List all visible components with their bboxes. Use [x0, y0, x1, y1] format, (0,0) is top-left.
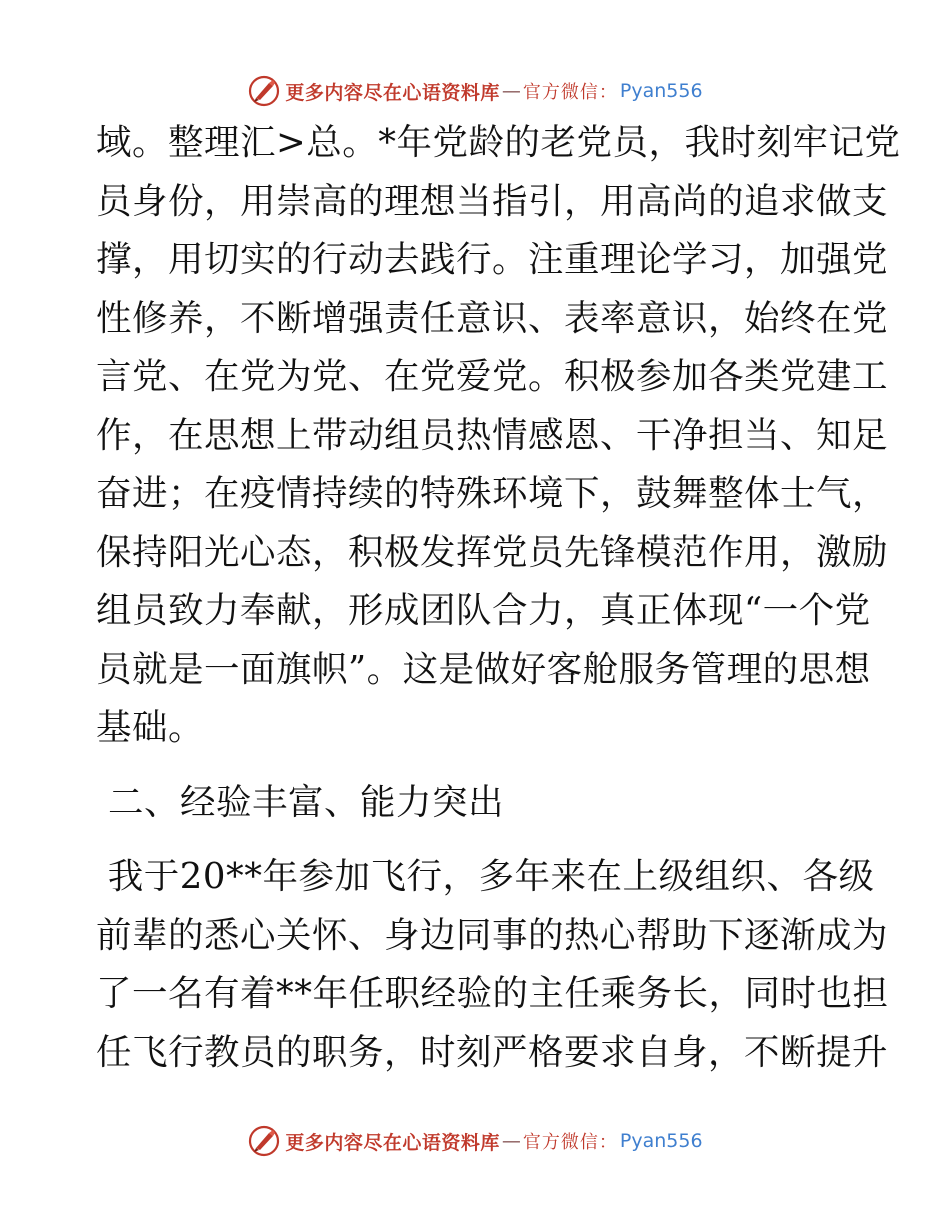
text-line: 员身份，用崇高的理想当指引，用高尚的追求做支: [96, 180, 889, 222]
text-line: 域。整理汇>总。*年党龄的老党员，我时刻牢记党: [96, 122, 901, 163]
text-line: 员就是一面旗帜”。这是做好客舱服务管理的思想: [96, 648, 871, 690]
watermark-dash: —: [501, 1130, 521, 1152]
text-line: 言党、在党为党、在党爱党。积极参加各类党建工: [96, 356, 889, 397]
section-heading: 二、经验丰富、能力突出: [108, 781, 505, 823]
watermark-main-text: 更多内容尽在心语资料库: [285, 1131, 500, 1154]
watermark-banner-top: [0, 71, 950, 111]
watermark-label: 官方微信：: [522, 82, 618, 103]
text-line: 奋进；在疫情持续的特殊环境下，鼓舞整体士气，: [96, 473, 889, 514]
watermark-dash: —: [501, 80, 521, 102]
quill-pen-logo-icon: [247, 74, 281, 108]
paragraph-party-member: [96, 114, 901, 758]
text-line: 组员致力奉献，形成团队合力，真正体现“一个党: [96, 590, 871, 631]
watermark-wechat-id: Pyan556: [619, 80, 703, 102]
watermark-wechat-id: Pyan556: [619, 1130, 703, 1152]
quill-pen-logo-icon: [247, 1124, 281, 1158]
paragraph-experience: [96, 848, 889, 1082]
text-line: 作，在思想上带动组员热情感恩、干净担当、知足: [96, 414, 889, 456]
watermark-banner-bottom: [0, 1121, 950, 1161]
document-body: [96, 114, 901, 1082]
text-line: 任飞行教员的职务，时刻严格要求自身，不断提升: [96, 1031, 889, 1073]
watermark-main-text: 更多内容尽在心语资料库: [285, 81, 500, 104]
text-line: 性修养，不断增强责任意识、表率意识，始终在党: [96, 297, 889, 339]
text-line: 我于20**年参加飞行，多年来在上级组织、各级: [96, 856, 875, 897]
text-line: 撑，用切实的行动去践行。注重理论学习，加强党: [96, 239, 889, 280]
text-line: 基础。: [96, 707, 205, 748]
watermark-label: 官方微信：: [522, 1132, 618, 1153]
text-line: 保持阳光心态，积极发挥党员先锋模范作用，激励: [96, 531, 889, 573]
text-line: 了一名有着**年任职经验的主任乘务长，同时也担: [96, 973, 889, 1014]
text-line: 前辈的悉心关怀、身边同事的热心帮助下逐渐成为: [96, 914, 889, 956]
